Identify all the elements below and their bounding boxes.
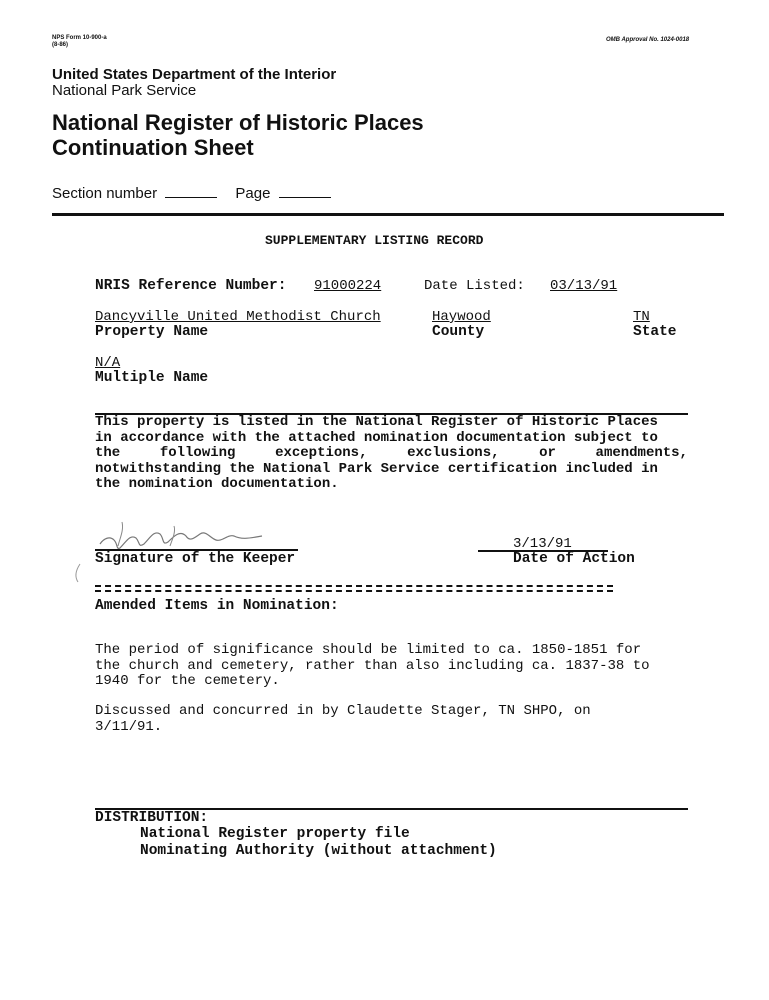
county-label: County (432, 324, 485, 340)
county-value: Haywood (432, 309, 491, 325)
statement-word: exclusions, (407, 445, 500, 461)
distribution-list (140, 826, 497, 859)
amendment-line: The period of significance should be limited to ca. 1850-1851 for (95, 642, 642, 658)
amendment-line: 1940 for the cemetery. (95, 673, 280, 689)
statement-word: the (95, 445, 121, 461)
distribution-item: Nominating Authority (without attachment) (140, 842, 497, 859)
amendment-line: Discussed and concurred in by Claudette Stager, TN SHPO, on (95, 703, 591, 719)
distribution-label: DISTRIBUTION: (95, 810, 209, 826)
statement-word: following (159, 445, 236, 461)
service-name: National Park Service (52, 82, 197, 99)
nris-label: NRIS Reference Number: (95, 278, 287, 294)
state-value: TN (633, 309, 650, 325)
state-label: State (633, 324, 677, 340)
multiple-name-label: Multiple Name (95, 370, 209, 386)
amendment-paragraph-2 (95, 704, 688, 735)
department-name: United States Department of the Interior (52, 66, 337, 83)
date-of-action-label: Date of Action (513, 551, 635, 567)
amended-items-label: Amended Items in Nomination: (95, 598, 339, 614)
nris-value: 91000224 (314, 278, 382, 294)
form-number: NPS Form 10-900-a (52, 35, 107, 41)
title-line-1: National Register of Historic Places (52, 110, 424, 135)
double-divider (95, 585, 613, 592)
statement-word: exceptions, (275, 445, 368, 461)
keeper-signature (70, 508, 330, 588)
date-listed-value: 03/13/91 (550, 278, 618, 294)
statement-word: amendments, (595, 445, 688, 461)
statement-line: the nomination documentation. (95, 476, 339, 492)
statement-line: notwithstanding the National Park Service certification included in (95, 460, 658, 477)
amendment-line: 3/11/91. (95, 718, 163, 735)
signature-label: Signature of the Keeper (95, 551, 296, 567)
section-number-label: Section number (52, 185, 158, 202)
statement-line: This property is listed in the National Register of Historic Places (95, 414, 658, 430)
date-listed-label: Date Listed: (424, 278, 525, 294)
property-name-value: Dancyville United Methodist Church (95, 309, 381, 325)
property-name-label: Property Name (95, 324, 209, 340)
statement-word: or (539, 445, 556, 461)
date-of-action-value: 3/13/91 (513, 536, 572, 552)
multiple-name-value: N/A (95, 355, 121, 371)
section-number-field (165, 196, 217, 198)
omb-approval: OMB Approval No. 1024-0018 (606, 37, 690, 43)
statement-line (95, 446, 688, 462)
page-label: Page (235, 185, 271, 202)
section-page-row (52, 185, 331, 202)
listing-statement (95, 415, 688, 493)
statement-line: in accordance with the attached nomination documentation subject to (95, 429, 658, 446)
form-date: (8-86) (52, 42, 69, 48)
record-heading: SUPPLEMENTARY LISTING RECORD (265, 233, 484, 248)
distribution-item: National Register property file (140, 826, 410, 842)
page-number-field (279, 196, 331, 198)
amendment-line: the church and cemetery, rather than also including ca. 1837-38 to (95, 657, 650, 674)
title-line-2: Continuation Sheet (52, 135, 254, 160)
page-title (52, 110, 424, 160)
amendment-paragraph-1 (95, 643, 688, 690)
header-rule (52, 213, 724, 216)
